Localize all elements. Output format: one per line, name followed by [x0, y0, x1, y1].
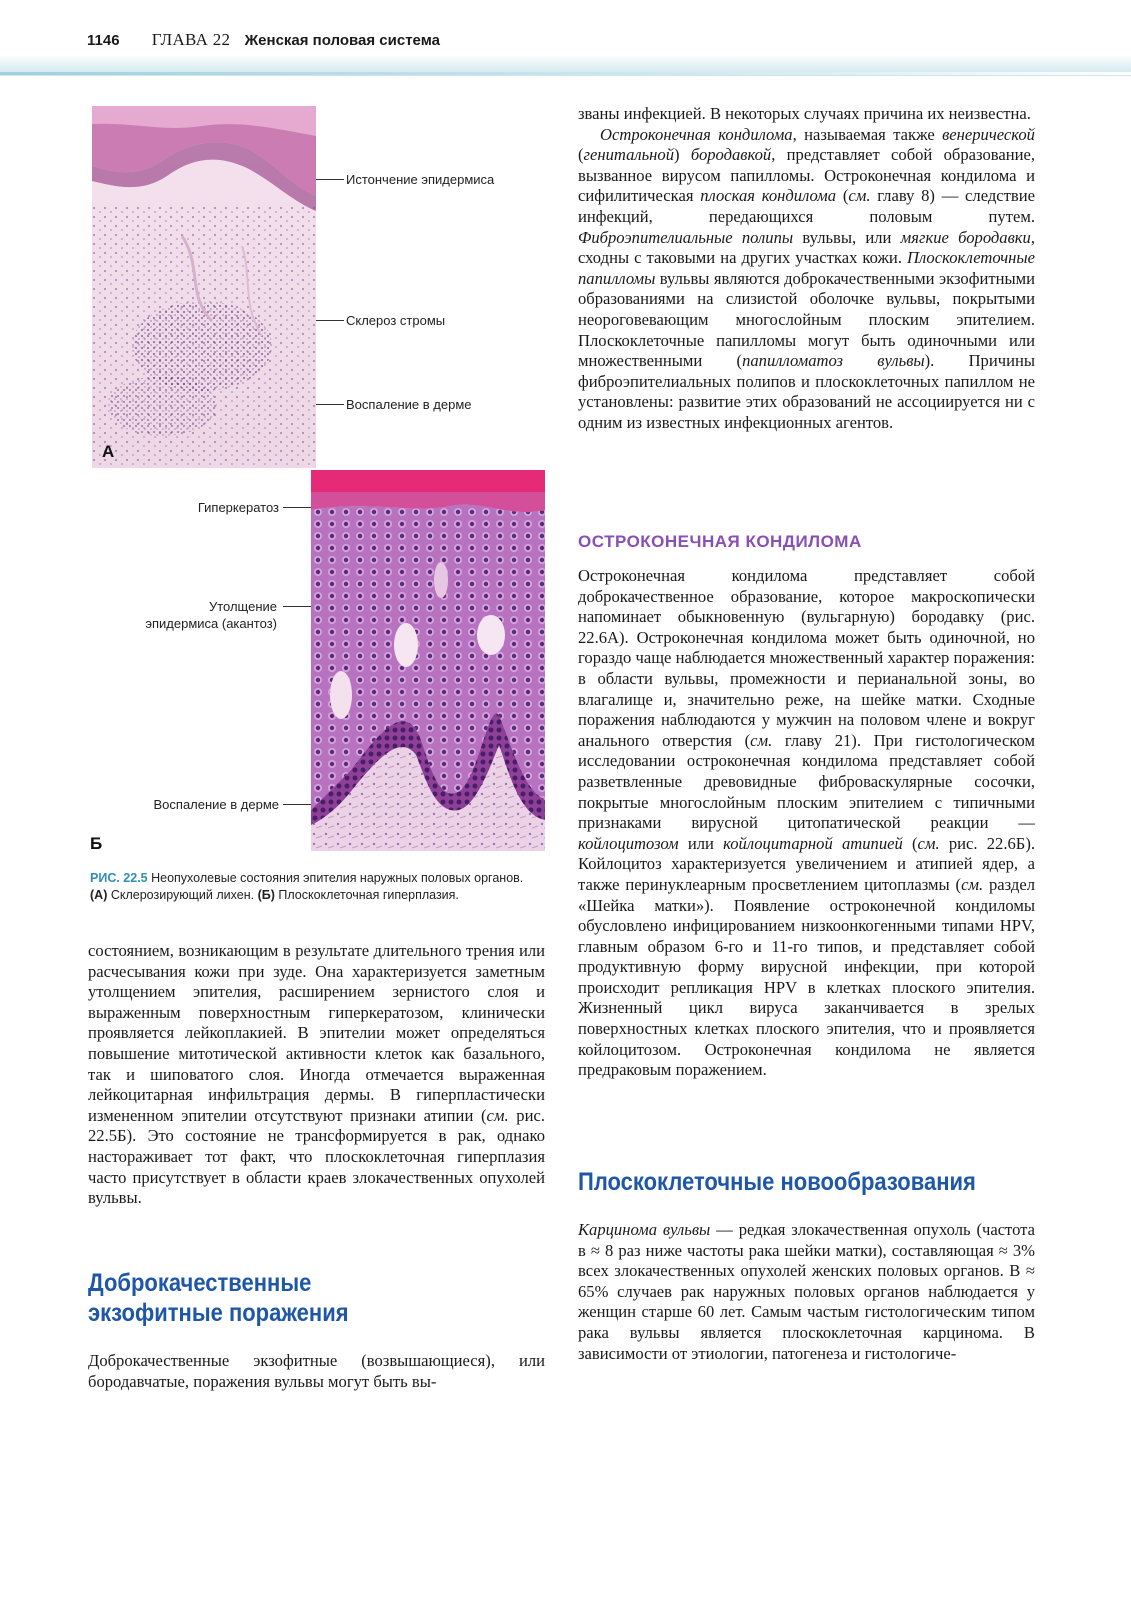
paragraph-text: состоянием, возникающим в результате длительного трения или расчесывания кожи при зуде. Она характеризуется заметным утолщением эпителия, расширением зернистого слоя и выраженным поверхностным гиперкератозом, клинически проявляется лейкоплакией. В эпителии может определяться повышение митотической активности клеток как базального, так и шиповатого слоя. Иногда отмечается выраженная лейкоцитарная инфильтрация дермы. В гиперпластически измененном эпителии отсутствуют признаки атипии ( — [88, 941, 545, 1125]
label-epidermal-thinning: Истончение эпидермиса — [346, 172, 495, 187]
paragraph: Остроконечная кондилома, называемая также венерической (генитальной) бородавкой, представляет собой образование, вызванное вирусом папилломы. Остроконечная кондилома и сифилитическая плоская кондилома (см. главу 8) — следствие инфекций, передающихся половым путем. Фиброэпителиальные полипы вульвы, или мягкие бородавки, сходны с таковыми на других участках кожи. Плоскоклеточные папилломы вульвы являются доброкачественными экзофитными образованиями на слизистой оболочке вульвы, покрытыми неороговевающим многослойным плоским эпителием. Плоскоклеточные папилломы могут быть одиночными или множественными (папилломатоз вульвы). Причины фиброэпителиальных полипов и плоскоклеточных папиллом не установлены: развитие этих образований не ассоциируется ни с одним из известных инфекционных агентов. — [578, 124, 1036, 432]
caption-tag-b: (Б) — [257, 888, 275, 902]
paragraph: званы инфекцией. В некоторых случаях причина их неизвестна. — [578, 104, 1031, 123]
caption-text: Неопухолевые состояния эпителия наружных половых органов. — [151, 871, 524, 885]
micrograph-a-image — [92, 106, 316, 468]
caption-text-b: Плоскоклеточная гиперплазия. — [278, 888, 459, 902]
panel-b-letter: Б — [90, 834, 103, 853]
heading-line: Доброкачественные — [88, 1269, 312, 1297]
figure-caption — [90, 870, 560, 904]
label-dermal-inflammation-b: Воспаление в дерме — [153, 797, 279, 812]
micrograph-panel-a — [92, 106, 316, 468]
paragraph: Остроконечная кондилома представляет собой доброкачественное образование, которое макроскопически напоминает обыкновенную (вульгарную) бородавку (рис. 22.6А). Остроконечная кондилома может быть одиночной, но гораздо чаще наблюдается множественный характер поражения: в области вульвы, промежности и перианальной зоны, во влагалище и, значительно реже, на шейке матки. Сходные поражения наблюдаются у мужчин на половом члене и вокруг анального отверстия (см. главу 21). При гистологическом исследовании остроконечная кондилома представляет собой разветвленные древовидные фиброваскулярные сосочки, покрытые многослойным плоским эпителием с типичными признаками вирусной цитопатической реакции — койлоцитозом или койлоцитарной атипией (см. рис. 22.6Б). Койлоцитоз характеризуется увеличением и атипией ядер, а также перинуклеарным просветлением цитоплазмы (см. раздел «Шейка матки»). Появление остроконечной кондиломы обусловлено инфицированием низкоонкогенными типами HPV, главным образом 6-го и 11-го типов, и представляет собой продуктивную форму вирусной инфекции, при которой происходит репликация HPV в клетках плоского эпителия. Жизненный цикл вируса заканчивается в зрелых поверхностных клетках плоского эпителия, что и проявляется койлоцитозом. Остроконечная кондилома не является предраковым поражением. — [578, 566, 1036, 1080]
label-acanthosis-line2: эпидермиса (акантоз) — [145, 616, 277, 631]
paragraph: Доброкачественные экзофитные (возвышающиеся), или бородавчатые, поражения вульвы могут быть вы- — [88, 1351, 545, 1391]
label-hyperkeratosis: Гиперкератоз — [197, 500, 279, 515]
leader-line — [283, 606, 311, 607]
right-column-text-3 — [578, 1220, 1035, 1364]
micrograph-panel-b — [311, 470, 545, 851]
paragraph — [88, 941, 545, 1209]
micrograph-b-image — [311, 470, 545, 851]
right-column-text — [578, 104, 1035, 434]
label-acanthosis-line1: Утолщение — [208, 599, 277, 614]
left-column-text-2 — [88, 1351, 545, 1392]
caption-text-a: Склерозирующий лихен. — [110, 888, 255, 902]
running-header — [87, 30, 440, 50]
leader-line — [316, 179, 344, 180]
see-ref: см. — [486, 1105, 509, 1125]
leader-line — [316, 404, 344, 405]
leader-line — [283, 507, 311, 508]
section-heading-benign-exophytic — [88, 1268, 349, 1328]
leader-line — [316, 320, 344, 321]
left-column-text — [88, 941, 545, 1209]
chapter-label: ГЛАВА 22 — [151, 30, 231, 49]
right-column-text-2 — [578, 566, 1035, 1081]
page-number: 1146 — [87, 32, 120, 49]
heading-line: экзофитные поражения — [88, 1299, 349, 1327]
paragraph: Карцинома вульвы — редкая злокачественная опухоль (частота в ≈ 8 раз ниже частоты рака шейки матки), составляющая ≈ 3% всех злокачественных опухолей женских половых органов. В ≈ 65% случаев рак наружных половых органов наблюдается у женщин старше 60 лет. Самым частым гистологическим типом рака вульвы является плоскоклеточная карцинома. В зависимости от этиологии, патогенеза и гистологиче- — [578, 1220, 1035, 1363]
panel-a-letter: А — [102, 442, 115, 461]
label-stromal-sclerosis: Склероз стромы — [346, 313, 446, 328]
chapter-title: Женская половая система — [244, 32, 440, 49]
paragraph-text: рис. 22.5Б). Это состояние не трансформируется в рак, однако настораживает тот факт, что плоскоклеточная гиперплазия часто присутствует в области краев злокачественных опухолей вульвы. — [88, 1105, 545, 1208]
leader-line — [283, 804, 311, 805]
figure-number: РИС. 22.5 — [90, 871, 148, 885]
header-rule — [0, 72, 1131, 75]
subheading-condyloma: ОСТРОКОНЕЧНАЯ КОНДИЛОМА — [578, 532, 862, 551]
label-dermal-inflammation-a: Воспаление в дерме — [346, 397, 472, 412]
section-heading-squamous: Плоскоклеточные новообразования — [578, 1168, 976, 1196]
caption-tag-a: (А) — [90, 888, 108, 902]
